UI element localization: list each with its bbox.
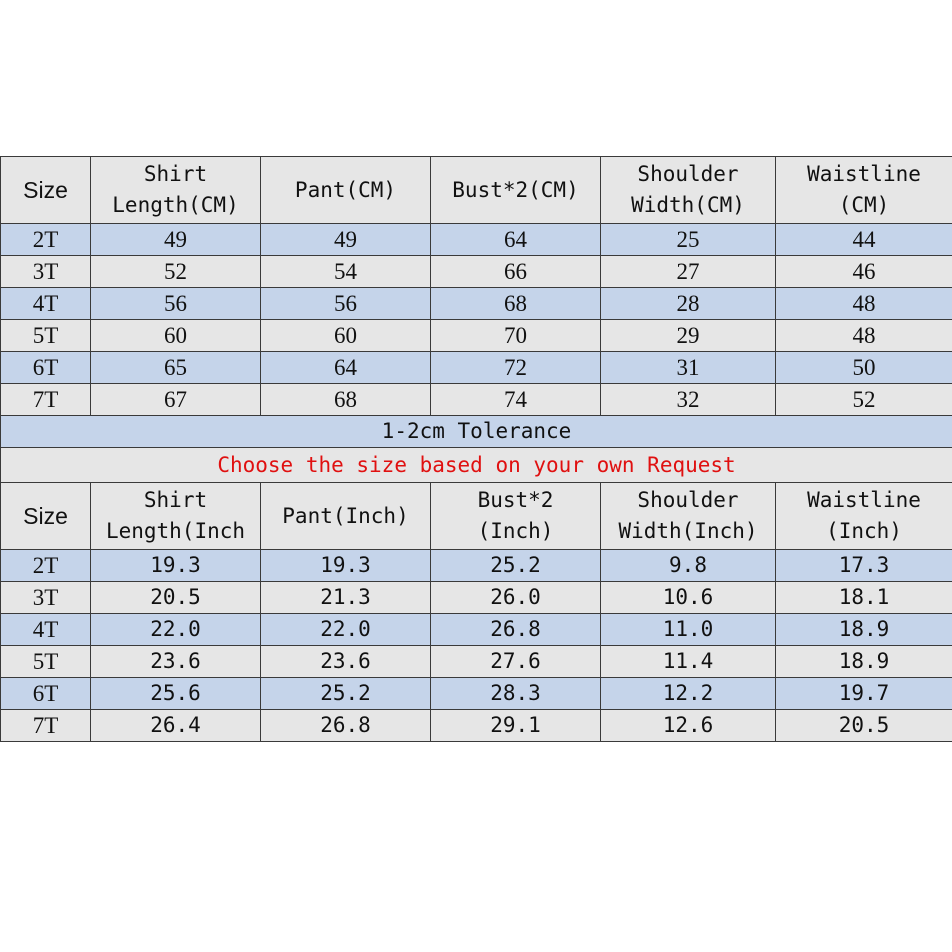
inch-row-5t: [1, 646, 952, 678]
pant-cell: 21.3: [261, 582, 431, 614]
inch-row-7t: [1, 710, 952, 742]
size-cell: 7T: [1, 710, 91, 742]
shirt-length-cell: 25.6: [91, 678, 261, 710]
shoulder-cell: 28: [601, 288, 776, 320]
tolerance-text: 1-2cm Tolerance: [1, 416, 952, 448]
shirt-length-cell: 19.3: [91, 550, 261, 582]
header-label: Size: [23, 502, 68, 529]
bust-cell: 26.8: [431, 614, 601, 646]
header-line2: Width(Inch): [618, 519, 758, 543]
header-line1: Bust*2: [477, 488, 554, 512]
cm-header-row: [1, 157, 952, 224]
pant-cell: 26.8: [261, 710, 431, 742]
shoulder-cell: 11.4: [601, 646, 776, 678]
cm-header-bust: [431, 157, 601, 224]
waistline-cell: 52: [776, 384, 952, 416]
shirt-length-cell: 20.5: [91, 582, 261, 614]
pant-cell: 49: [261, 224, 431, 256]
shoulder-cell: 12.6: [601, 710, 776, 742]
shoulder-cell: 9.8: [601, 550, 776, 582]
bust-cell: 26.0: [431, 582, 601, 614]
inch-header-pant: [261, 483, 431, 550]
shirt-length-cell: 52: [91, 256, 261, 288]
pant-cell: 25.2: [261, 678, 431, 710]
size-cell: 5T: [1, 646, 91, 678]
waistline-cell: 48: [776, 320, 952, 352]
shirt-length-cell: 23.6: [91, 646, 261, 678]
cm-row-4t: [1, 288, 952, 320]
waistline-cell: 18.9: [776, 646, 952, 678]
shoulder-cell: 27: [601, 256, 776, 288]
waistline-cell: 17.3: [776, 550, 952, 582]
inch-header-shoulder: [601, 483, 776, 550]
pant-cell: 68: [261, 384, 431, 416]
size-cell: 7T: [1, 384, 91, 416]
shoulder-cell: 29: [601, 320, 776, 352]
tolerance-row: [1, 416, 952, 448]
shirt-length-cell: 65: [91, 352, 261, 384]
header-line2: (Inch): [477, 519, 554, 543]
header-line1: Waistline: [807, 162, 921, 186]
header-line2: (CM): [838, 193, 890, 217]
header-label: Pant(CM): [294, 177, 397, 202]
header-label: Size: [23, 176, 68, 203]
bust-cell: 25.2: [431, 550, 601, 582]
inch-header-size: [1, 483, 91, 550]
inch-row-6t: [1, 678, 952, 710]
bust-cell: 68: [431, 288, 601, 320]
waistline-cell: 20.5: [776, 710, 952, 742]
pant-cell: 23.6: [261, 646, 431, 678]
header-line1: Shirt: [143, 162, 208, 186]
size-cell: 4T: [1, 614, 91, 646]
pant-cell: 60: [261, 320, 431, 352]
header-label: Pant(Inch): [282, 503, 409, 528]
waistline-cell: 50: [776, 352, 952, 384]
bust-cell: 64: [431, 224, 601, 256]
shirt-length-cell: 67: [91, 384, 261, 416]
header-line1: Shoulder: [637, 488, 739, 512]
cm-row-3t: [1, 256, 952, 288]
bust-cell: 27.6: [431, 646, 601, 678]
shoulder-cell: 25: [601, 224, 776, 256]
header-line2: (Inch): [826, 519, 902, 543]
size-chart: [0, 156, 952, 742]
size-cell: 2T: [1, 550, 91, 582]
shirt-length-cell: 60: [91, 320, 261, 352]
size-cell: 3T: [1, 582, 91, 614]
size-cell: 4T: [1, 288, 91, 320]
pant-cell: 56: [261, 288, 431, 320]
cm-row-2t: [1, 224, 952, 256]
waistline-cell: 18.1: [776, 582, 952, 614]
header-label: Bust*2(CM): [452, 177, 579, 202]
shirt-length-cell: 49: [91, 224, 261, 256]
inch-row-4t: [1, 614, 952, 646]
inch-header-row: [1, 483, 952, 550]
size-cell: 3T: [1, 256, 91, 288]
shirt-length-cell: 26.4: [91, 710, 261, 742]
size-cell: 5T: [1, 320, 91, 352]
inch-row-3t: [1, 582, 952, 614]
shoulder-cell: 32: [601, 384, 776, 416]
shirt-length-cell: 22.0: [91, 614, 261, 646]
inch-header-shirt-length: [91, 483, 261, 550]
header-line2: Length(Inch: [105, 519, 246, 543]
shoulder-cell: 31: [601, 352, 776, 384]
cm-header-shoulder: [601, 157, 776, 224]
bust-cell: 70: [431, 320, 601, 352]
header-line1: Shirt: [143, 488, 208, 512]
size-note-text: Choose the size based on your own Request: [1, 448, 952, 483]
header-line2: Length(CM): [112, 193, 239, 217]
inch-row-2t: [1, 550, 952, 582]
shoulder-cell: 11.0: [601, 614, 776, 646]
size-table: [0, 156, 952, 742]
cm-row-7t: [1, 384, 952, 416]
size-cell: 6T: [1, 352, 91, 384]
cm-header-pant: [261, 157, 431, 224]
header-line1: Shoulder: [637, 162, 739, 186]
cm-header-waistline: [776, 157, 952, 224]
cm-row-6t: [1, 352, 952, 384]
waistline-cell: 48: [776, 288, 952, 320]
pant-cell: 22.0: [261, 614, 431, 646]
bust-cell: 74: [431, 384, 601, 416]
waistline-cell: 19.7: [776, 678, 952, 710]
bust-cell: 28.3: [431, 678, 601, 710]
cm-header-size: [1, 157, 91, 224]
pant-cell: 19.3: [261, 550, 431, 582]
shoulder-cell: 10.6: [601, 582, 776, 614]
cm-header-shirt-length: [91, 157, 261, 224]
size-cell: 2T: [1, 224, 91, 256]
cm-row-5t: [1, 320, 952, 352]
bust-cell: 66: [431, 256, 601, 288]
shoulder-cell: 12.2: [601, 678, 776, 710]
pant-cell: 64: [261, 352, 431, 384]
header-line2: Width(CM): [631, 193, 745, 217]
note-row: [1, 448, 952, 483]
inch-header-bust: [431, 483, 601, 550]
waistline-cell: 18.9: [776, 614, 952, 646]
size-cell: 6T: [1, 678, 91, 710]
bust-cell: 72: [431, 352, 601, 384]
waistline-cell: 46: [776, 256, 952, 288]
inch-header-waistline: [776, 483, 952, 550]
waistline-cell: 44: [776, 224, 952, 256]
shirt-length-cell: 56: [91, 288, 261, 320]
header-line1: Waistline: [807, 488, 921, 512]
bust-cell: 29.1: [431, 710, 601, 742]
pant-cell: 54: [261, 256, 431, 288]
